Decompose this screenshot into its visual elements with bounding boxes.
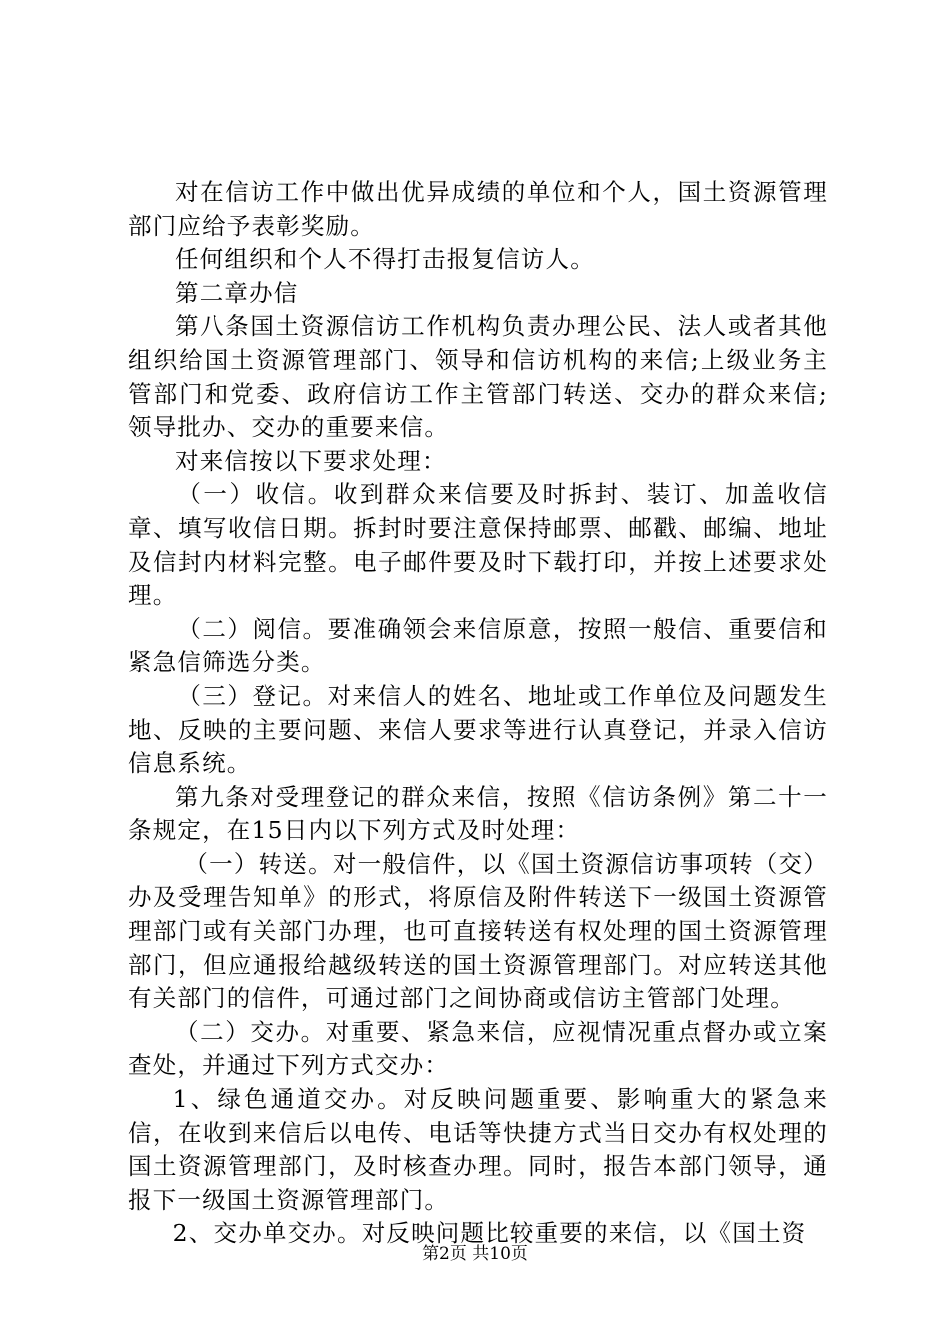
chapter-heading: 第二章办信 <box>175 278 299 307</box>
paragraph-2: 任何组织和个人不得打击报复信访人。 <box>175 245 595 274</box>
paragraph-item-register: （三）登记。对来信人的姓名、地址或工作单位及问题发生地、反映的主要问题、来信人要求等进行认真登记，并录入信访信息系统。 <box>128 681 828 778</box>
paragraph-item-transfer: （一）转送。对一般信件，以《国土资源信访事项转（交）办及受理告知单》的形式，将原信及附件转送下一级国土资源管理部门或有关部门办理，也可直接转送有权处理的国土资源管理部门，但应通报给越级转送的国土资源管理部门。对应转送其他有关部门的信件，可通过部门之间协商或信访主管部门处理。 <box>128 849 828 1013</box>
page-number-footer: 第2页 共10页 <box>422 1244 528 1264</box>
paragraph-1: 对在信访工作中做出优异成绩的单位和个人，国土资源管理部门应给予表彰奖励。 <box>128 178 828 240</box>
paragraph-item-read: （二）阅信。要准确领会来信原意，按照一般信、重要信和紧急信筛选分类。 <box>128 614 828 677</box>
paragraph-article-8: 第八条国土资源信访工作机构负责办理公民、法人或者其他组织给国土资源管理部门、领导和信访机构的来信;上级业务主管部门和党委、政府信访工作主管部门转送、交办的群众来信;领导批办、交办的重要来信。 <box>128 312 828 442</box>
paragraph-assign-form: 2、交办单交办。对反映问题比较重要的来信，以《国土资 <box>172 1219 807 1248</box>
paragraph-item-receive: （一）收信。收到群众来信要及时拆封、装订、加盖收信章、填写收信日期。拆封时要注意保持邮票、邮戳、邮编、地址及信封内材料完整。电子邮件要及时下载打印，并按上述要求处理。 <box>128 480 828 610</box>
paragraph-requirements: 对来信按以下要求处理： <box>175 446 447 475</box>
paragraph-article-9: 第九条对受理登记的群众来信，按照《信访条例》第二十一条规定，在15日内以下列方式及时处理： <box>128 782 828 845</box>
document-body <box>128 176 828 1251</box>
paragraph-item-assign: （二）交办。对重要、紧急来信，应视情况重点督办或立案查处，并通过下列方式交办： <box>128 1017 828 1080</box>
paragraph-green-channel: 1、绿色通道交办。对反映问题重要、影响重大的紧急来信，在收到来信后以电传、电话等快捷方式当日交办有权处理的国土资源管理部门，及时核查办理。同时，报告本部门领导，通报下一级国土资源管理部门。 <box>128 1085 828 1214</box>
